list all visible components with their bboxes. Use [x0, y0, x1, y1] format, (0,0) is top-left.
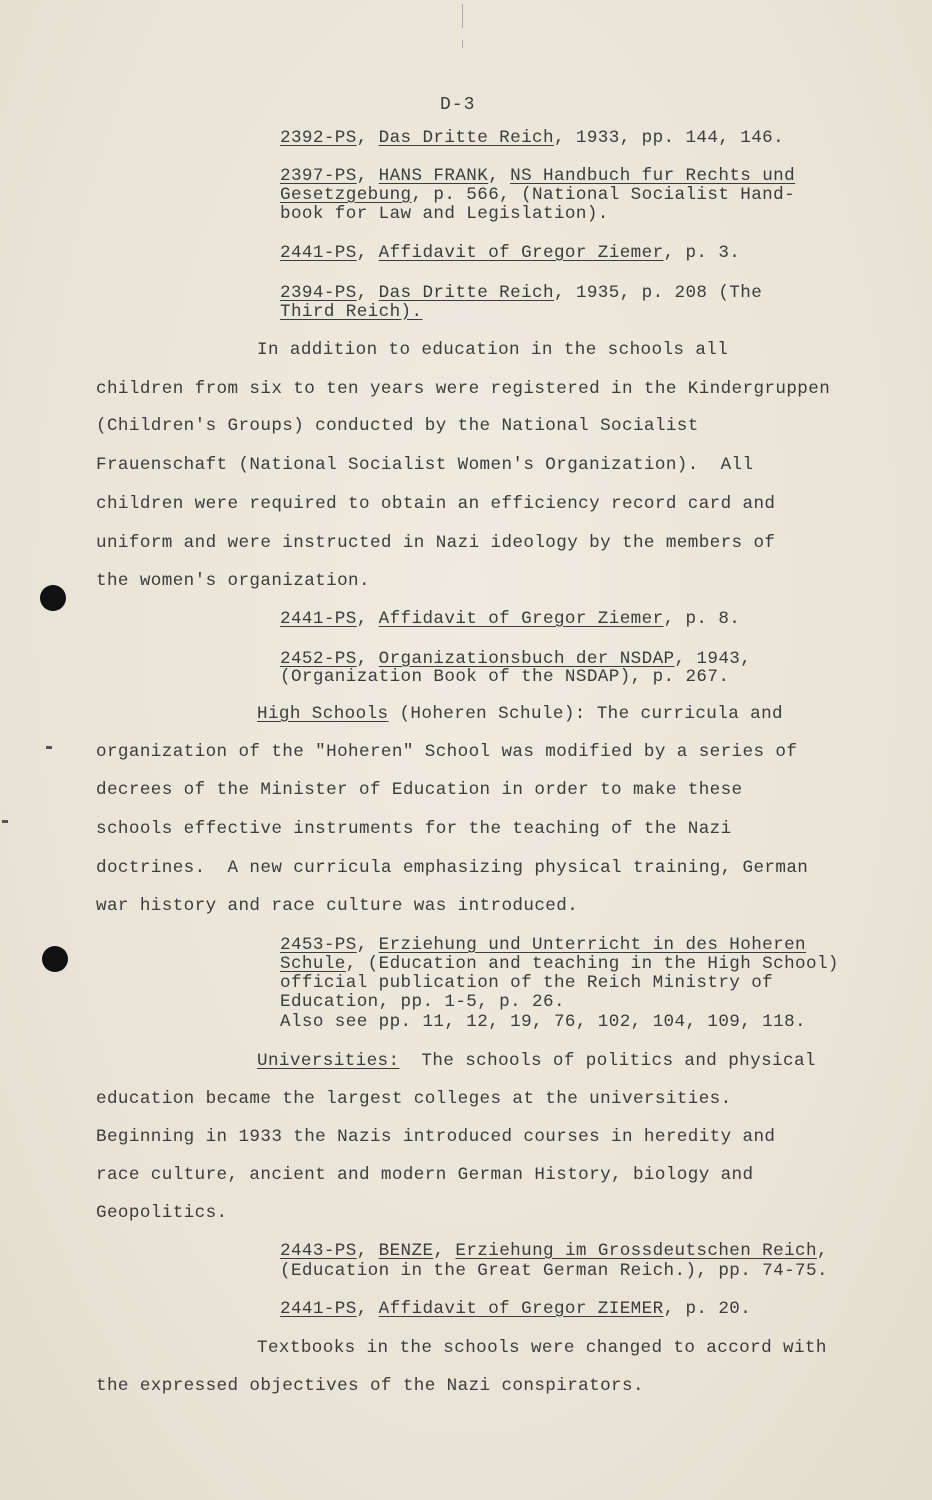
paragraph-line: organization of the "Hoheren" School was modified by a series of: [96, 742, 798, 762]
paragraph-line: children were required to obtain an efficiency record card and: [96, 494, 776, 514]
citation-continued: official publication of the Reich Ministry of: [280, 973, 774, 993]
paragraph-line: race culture, ancient and modern German History, biology and: [96, 1165, 754, 1185]
paragraph-line: Beginning in 1933 the Nazis introduced courses in heredity and: [96, 1127, 776, 1147]
citation-continued: book for Law and Legislation).: [280, 204, 609, 224]
citation: 2453-PS, Erziehung und Unterricht in des Hoheren: [280, 935, 807, 955]
citation: 2441-PS, Affidavit of Gregor Ziemer, p. 8.: [280, 609, 741, 629]
citation: 2394-PS, Das Dritte Reich, 1935, p. 208 (The: [280, 283, 763, 303]
paragraph-line: High Schools (Hoheren Schule): The curricula and: [257, 704, 783, 724]
citation: 2441-PS, Affidavit of Gregor Ziemer, p. 3.: [280, 243, 741, 263]
paragraph-line: children from six to ten years were registered in the Kindergruppen: [96, 379, 831, 399]
citation-continued: (Organization Book of the NSDAP), p. 267.: [280, 667, 730, 687]
page-number: D-3: [440, 95, 476, 115]
citation: 2452-PS, Organizationsbuch der NSDAP, 1943,: [280, 649, 752, 669]
section-heading: Universities:: [257, 1051, 400, 1071]
paragraph-line: schools effective instruments for the teaching of the Nazi: [96, 819, 732, 839]
paragraph-line: In addition to education in the schools all: [257, 340, 729, 360]
fold-mark: [462, 40, 463, 48]
punch-hole: [40, 585, 66, 611]
margin-mark: [2, 820, 8, 823]
fold-mark: [462, 4, 463, 28]
punch-hole: [42, 946, 68, 972]
citation: 2397-PS, HANS FRANK, NS Handbuch fur Rechts und: [280, 166, 796, 186]
paragraph-line: uniform and were instructed in Nazi ideology by the members of: [96, 533, 776, 553]
section-heading: High Schools: [257, 704, 389, 724]
citation-continued: (Education in the Great German Reich.), pp. 74-75.: [280, 1261, 828, 1281]
paragraph-line: Geopolitics.: [96, 1203, 228, 1223]
paragraph-line: decrees of the Minister of Education in order to make these: [96, 780, 743, 800]
paragraph-line: education became the largest colleges at the universities.: [96, 1089, 732, 1109]
paragraph-line: doctrines. A new curricula emphasizing physical training, German: [96, 858, 809, 878]
paragraph-line: Textbooks in the schools were changed to accord with: [257, 1338, 827, 1358]
citation-continued: Schule, (Education and teaching in the High School): [280, 954, 839, 974]
paragraph-line: (Children's Groups) conducted by the National Socialist: [96, 416, 699, 436]
paragraph-line: the women's organization.: [96, 571, 370, 591]
citation-continued: Education, pp. 1-5, p. 26.: [280, 992, 565, 1012]
citation: 2441-PS, Affidavit of Gregor ZIEMER, p. 20.: [280, 1299, 752, 1319]
paragraph-line: war history and race culture was introduced.: [96, 896, 579, 916]
margin-mark: [46, 746, 52, 749]
paragraph-line: Frauenschaft (National Socialist Women's Organization). All: [96, 455, 754, 475]
paragraph-line: Universities: The schools of politics and physical: [257, 1051, 816, 1071]
citation-continued: Third Reich).: [280, 302, 423, 322]
paragraph-line: the expressed objectives of the Nazi conspirators.: [96, 1376, 644, 1396]
citation-continued: Also see pp. 11, 12, 19, 76, 102, 104, 109, 118.: [280, 1012, 806, 1032]
citation-continued: Gesetzgebung, p. 566, (National Socialist Hand-: [280, 185, 796, 205]
citation: 2443-PS, BENZE, Erziehung im Grossdeutschen Reich,: [280, 1241, 828, 1261]
citation: 2392-PS, Das Dritte Reich, 1933, pp. 144, 146.: [280, 128, 785, 148]
